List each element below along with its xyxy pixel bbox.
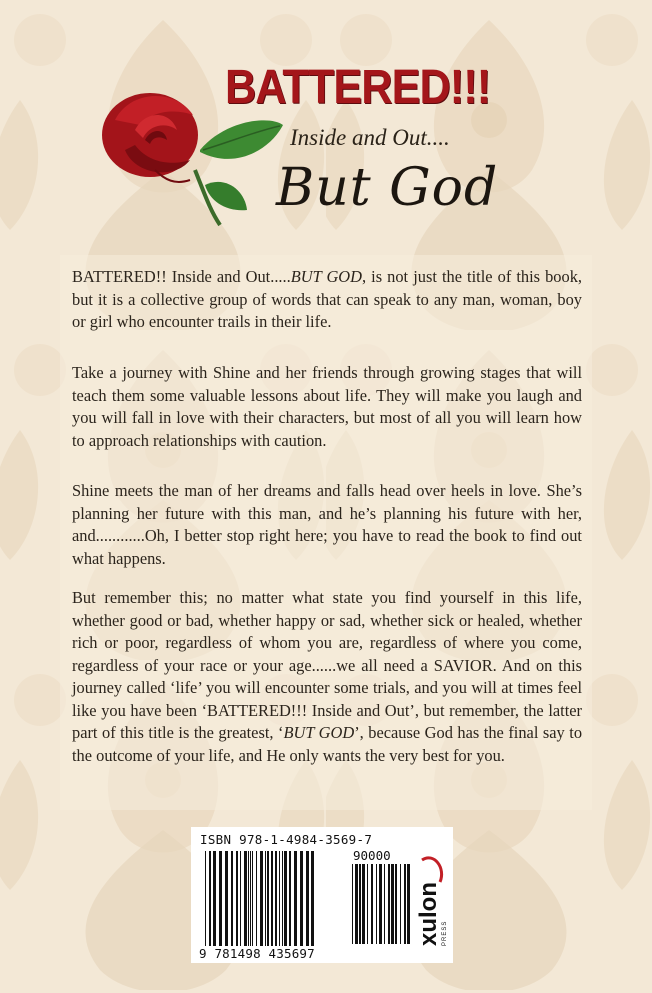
barcode-bar [248, 851, 249, 946]
barcode-bar [240, 851, 241, 946]
barcode-bar [267, 851, 269, 946]
barcode-bar [209, 851, 211, 946]
barcode-bar [260, 851, 263, 946]
publisher-logo [412, 848, 450, 948]
barcode-bar [395, 864, 397, 944]
book-title: BATTERED!!! [225, 61, 491, 114]
barcode-bars [205, 851, 345, 946]
barcode-bar [279, 851, 280, 946]
barcode-bar [306, 851, 309, 946]
publisher-sub: PRESS [442, 920, 448, 946]
barcode-bar [311, 851, 314, 946]
barcode-bar [362, 864, 365, 944]
barcode-bar [359, 864, 361, 944]
publisher-name: xulon [415, 882, 442, 946]
barcode-bar [244, 851, 247, 946]
blurb-paragraph-3: Shine meets the man of her dreams and falls head over heels in love. She’s planning her future with this man, and he’s planning his future with her, and............Oh, I better stop right here; you have to read the book to find out what happens. [72, 481, 582, 568]
barcode-bar [271, 851, 273, 946]
barcode-bar [352, 864, 353, 944]
barcode-bar [355, 864, 358, 944]
barcode-bar [379, 864, 382, 944]
barcode-bar [388, 864, 390, 944]
barcode-bar [300, 851, 303, 946]
barcode-bar [384, 864, 385, 944]
barcode-bar [400, 864, 401, 944]
ean-number: 9 781498 435697 [199, 946, 315, 961]
book-tagline: But God [276, 158, 499, 218]
blurb-paragraph-2: Take a journey with Shine and her friends through growing stages that will teach them some valuable lessons about life. They will make you laugh and you will fall in love with their characters, but most of all you will learn how to approach relationships with caution. [72, 363, 582, 450]
barcode-bar [282, 851, 283, 946]
isbn-number: ISBN 978-1-4984-3569-7 [200, 832, 373, 847]
barcode-bar [265, 851, 266, 946]
p4-italic: BUT GOD [283, 723, 355, 742]
addon-barcode-bars [352, 864, 410, 944]
barcode-bar [256, 851, 257, 946]
barcode-bar [367, 864, 368, 944]
barcode-bar [219, 851, 222, 946]
barcode-bar [294, 851, 297, 946]
barcode-bar [371, 864, 373, 944]
p4-rest: ’, because God has the final say to the outcome of your life, and He only wants the very best for you. [72, 723, 583, 765]
blurb-paragraph-1 [72, 266, 582, 334]
barcode-bar [404, 864, 406, 944]
barcode-bar [407, 864, 410, 944]
barcode-bar [391, 864, 394, 944]
barcode-bar [225, 851, 228, 946]
p1-rest: , is not just the title of this book, but it is a collective group of words that can speak to any man, woman, boy or girl who encounter trails in their life. [72, 267, 582, 331]
blurb-paragraph-4 [72, 587, 582, 767]
book-subtitle: Inside and Out.... [290, 125, 450, 150]
barcode-bar [252, 851, 253, 946]
barcode-bar [275, 851, 277, 946]
barcode-bar [284, 851, 287, 946]
p4-lead: But remember this; no matter what state you find yourself in this life, whether good or bad, whether happy or sad, whether sick or healed, whether rich or poor, regardless of whom you are, regardless of where you come, regardless of your race or your age......we all need a SAVIOR. And on this journey called ‘life’ you will encounter some trials, and you will at times feel like you have been ‘BATTERED!!! Inside and Out’, but remember, the latter part of this title is the greatest, ‘ [72, 588, 582, 742]
barcode-bar [236, 851, 238, 946]
barcode-bar [231, 851, 233, 946]
p1-lead: BATTERED!! Inside and Out..... [72, 267, 291, 286]
p1-italic: BUT GOD [290, 267, 362, 286]
barcode-bar [213, 851, 216, 946]
barcode-bar [289, 851, 291, 946]
barcode-bar [376, 864, 377, 944]
price-code: 90000 [353, 848, 391, 863]
barcode-bar [250, 851, 251, 946]
barcode-bar [205, 851, 206, 946]
